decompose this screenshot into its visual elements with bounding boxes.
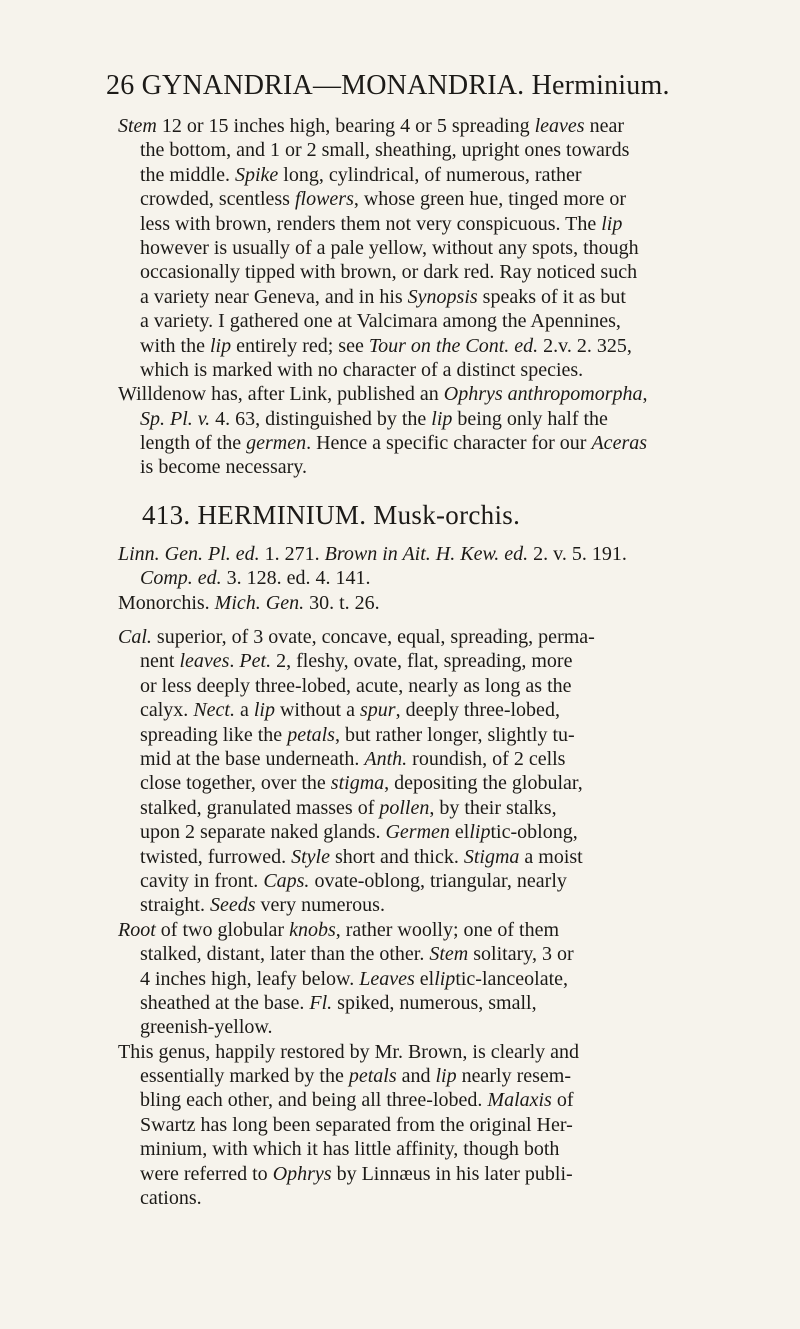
text-line: bling each other, and being all three-lobed. Malaxis of: [140, 1089, 574, 1112]
text-line: a variety near Geneva, and in his Synopsis speaks of it as but: [140, 285, 626, 308]
text-line: twisted, furrowed. Style short and thick. Stigma a moist: [140, 845, 583, 868]
text-line: however is usually of a pale yellow, without any spots, though: [140, 236, 639, 259]
text-line: less with brown, renders them not very conspicuous. The lip: [140, 212, 623, 235]
spacer: [0, 532, 800, 542]
text-line: a variety. I gathered one at Valcimara among the Apennines,: [140, 310, 621, 333]
text-line: Stem 12 or 15 inches high, bearing 4 or 5 spreading leaves near: [118, 115, 624, 137]
reference-line: Linn. Gen. Pl. ed. 1. 271. Brown in Ait. H. Kew. ed. 2. v. 5. 191.: [118, 542, 627, 565]
text-line: cations.: [140, 1187, 202, 1210]
text-line: upon 2 separate naked glands. Germen elliptic-oblong,: [140, 821, 578, 844]
text-line: mid at the base underneath. Anth. roundish, of 2 cells: [140, 747, 566, 770]
text-line: nent leaves. Pet. 2, fleshy, ovate, flat, spreading, more: [140, 650, 573, 673]
text-line: spreading like the petals, but rather longer, slightly tu-: [140, 723, 575, 746]
page-body: [0, 114, 800, 1210]
text-line: stalked, distant, later than the other. Stem solitary, 3 or: [140, 943, 574, 966]
text-line: sheathed at the base. Fl. spiked, numerous, small,: [140, 991, 537, 1014]
text-line: close together, over the stigma, depositing the globular,: [140, 772, 583, 795]
text-line: is become necessary.: [140, 456, 307, 479]
text-line: length of the germen. Hence a specific character for our Aceras: [140, 432, 648, 455]
paragraph-willdenow: [0, 382, 800, 480]
text-line: Sp. Pl. v. 4. 63, distinguished by the lip being only half the: [140, 407, 608, 430]
text-line: stalked, granulated masses of pollen, by their stalks,: [140, 796, 557, 819]
spacer: [0, 480, 800, 498]
final-paragraph: [0, 1040, 800, 1211]
text-line: occasionally tipped with brown, or dark red. Ray noticed such: [140, 261, 638, 284]
text-line: 4 inches high, leafy below. Leaves elliptic-lanceolate,: [140, 967, 569, 990]
text-line: or less deeply three-lobed, acute, nearly as long as the: [140, 674, 572, 697]
paragraph-stem-description: [0, 114, 800, 382]
text-line: which is marked with no character of a distinct species.: [140, 358, 584, 381]
text-line: with the lip entirely red; see Tour on the Cont. ed. 2.v. 2. 325,: [140, 334, 632, 357]
running-header: [106, 68, 746, 104]
reference-line: Monorchis. Mich. Gen. 30. t. 26.: [118, 591, 380, 614]
text-line: Willdenow has, after Link, published an Ophrys anthropomorpha,: [118, 383, 648, 406]
text-line: straight. Seeds very numerous.: [140, 894, 385, 917]
reference-line: Comp. ed. 3. 128. ed. 4. 141.: [140, 567, 371, 590]
root-paragraph: [0, 918, 800, 1040]
text-line: essentially marked by the petals and lip nearly resem-: [140, 1065, 572, 1088]
text-line: crowded, scentless flowers, whose green hue, tinged more or: [140, 188, 626, 211]
text-line: Cal. superior, of 3 ovate, concave, equal, spreading, perma-: [118, 626, 595, 649]
text-line: This genus, happily restored by Mr. Brown, is clearly and: [118, 1040, 580, 1063]
text-line: the middle. Spike long, cylindrical, of numerous, rather: [140, 163, 582, 186]
text-line: minium, with which it has little affinity, though both: [140, 1138, 560, 1161]
page-number: 26: [106, 70, 135, 101]
genus-heading: 413. HERMINIUM. Musk-orchis.: [142, 499, 521, 530]
text-line: calyx. Nect. a lip without a spur, deeply three-lobed,: [140, 699, 560, 722]
text-line: greenish-yellow.: [140, 1016, 273, 1039]
text-line: were referred to Ophrys by Linnæus in his later publi-: [140, 1162, 573, 1185]
references-block: [0, 542, 800, 615]
text-line: Root of two globular knobs, rather woolly; one of them: [118, 918, 560, 941]
text-line: the bottom, and 1 or 2 small, sheathing, upright ones towards: [140, 139, 630, 162]
text-line: Swartz has long been separated from the original Her-: [140, 1113, 573, 1136]
generic-description: [0, 625, 800, 918]
running-title: GYNANDRIA—MONANDRIA. Herminium.: [141, 70, 670, 101]
spacer: [0, 615, 800, 625]
text-line: cavity in front. Caps. ovate-oblong, triangular, nearly: [140, 869, 567, 892]
